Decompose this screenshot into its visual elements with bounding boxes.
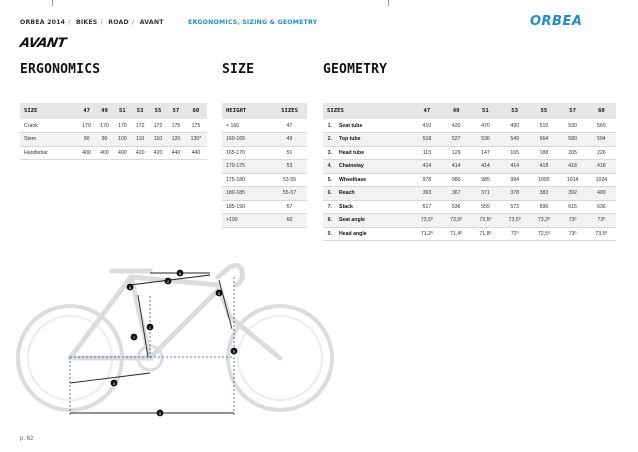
table-cell: 555 [471, 200, 500, 214]
table-cell: 73,5º [587, 227, 616, 241]
row-label: Reach [335, 187, 412, 201]
table-cell: 130* [185, 133, 207, 147]
row-label: Head angle [335, 227, 412, 241]
table-row [222, 187, 307, 201]
table-cell: 165 [500, 146, 529, 160]
height-cell: 165-170 [222, 146, 272, 160]
row-label: Seat tube [335, 119, 412, 133]
table-cell: 470 [471, 119, 500, 133]
height-cell: 170-175 [222, 160, 272, 174]
table-cell: 129 [442, 146, 471, 160]
column-header: 57 [167, 103, 185, 119]
row-label: Stem [20, 133, 78, 147]
size-title: SIZE [222, 62, 255, 77]
table-cell: 73º [559, 227, 587, 241]
size-cell: 49 [272, 133, 307, 147]
table-row [323, 133, 616, 147]
breadcrumb-item[interactable]: AVANT [139, 19, 164, 26]
table-row [222, 200, 307, 214]
column-header: 60 [185, 103, 207, 119]
table-cell: 383 [529, 187, 558, 201]
table-cell: 73,5º [412, 214, 441, 228]
table-cell: 418 [587, 160, 616, 174]
table-row [323, 146, 616, 160]
row-number: 5. [323, 173, 335, 187]
row-label: Top tube [335, 133, 412, 147]
table-cell: 980 [442, 173, 471, 187]
table-cell: 414 [412, 160, 441, 174]
table-cell: 418 [559, 160, 587, 174]
column-header: SIZE [20, 103, 78, 119]
table-cell: 72,5º [529, 227, 558, 241]
table-cell: 73º [587, 214, 616, 228]
table-cell: 530 [559, 119, 587, 133]
table-row [222, 146, 307, 160]
table-cell: 120 [167, 133, 185, 147]
table-cell: 400 [113, 146, 131, 160]
table-row [323, 119, 616, 133]
size-cell: 53 [272, 160, 307, 174]
row-label: Stack [335, 200, 412, 214]
row-label: Crank [20, 119, 78, 133]
table-cell: 440 [185, 146, 207, 160]
marker-8 [127, 284, 134, 291]
column-header: 53 [131, 103, 149, 119]
table-row [222, 214, 307, 228]
column-header: HEIGHT [222, 103, 272, 119]
page-number: p. 62 [20, 436, 34, 442]
height-cell: < 160 [222, 119, 272, 133]
row-label: Handlebar [20, 146, 78, 160]
column-header: 57 [559, 103, 587, 119]
table-cell: 594 [587, 133, 616, 147]
table-cell: 400 [587, 187, 616, 201]
svg-text:4: 4 [112, 381, 116, 386]
table-cell: 90 [96, 133, 114, 147]
table-cell: 636 [587, 200, 616, 214]
table-cell: 147 [471, 146, 500, 160]
table-cell: 73,2º [529, 214, 558, 228]
table-cell: 615 [559, 200, 587, 214]
table-cell: 418 [529, 160, 558, 174]
table-cell: 573 [500, 200, 529, 214]
column-header: 55 [529, 103, 558, 119]
geometry-title: GEOMETRY [323, 62, 388, 77]
table-cell: 994 [500, 173, 529, 187]
table-cell: 367 [442, 187, 471, 201]
table-cell: 549 [500, 133, 529, 147]
table-row [323, 187, 616, 201]
svg-text:2: 2 [166, 279, 170, 284]
row-number: 8. [323, 214, 335, 228]
table-row [222, 160, 307, 174]
table-cell: 517 [412, 200, 441, 214]
marker-9 [231, 348, 238, 355]
section-label: ERGONOMICS, SIZING & GEOMETRY [188, 19, 318, 26]
table-cell: 73,5º [471, 214, 500, 228]
size-cell: 57 [272, 200, 307, 214]
table-cell: 172 [131, 119, 149, 133]
model-logo: AVANT [18, 36, 67, 51]
table-cell: 175 [167, 119, 185, 133]
table-cell: 110 [131, 133, 149, 147]
table-cell: 371 [471, 187, 500, 201]
row-label: Chainstay [335, 160, 412, 174]
row-label: Wheelbase [335, 173, 412, 187]
height-cell: 160-165 [222, 133, 272, 147]
table-cell: 73,5º [500, 214, 529, 228]
table-cell: 414 [471, 160, 500, 174]
table-cell: 978 [412, 173, 441, 187]
column-header: 51 [471, 103, 500, 119]
row-label: Head tube [335, 146, 412, 160]
column-header: 53 [500, 103, 529, 119]
table-cell: 560 [587, 119, 616, 133]
table-cell: 71,2º [412, 227, 441, 241]
table-cell: 1014 [559, 173, 587, 187]
table-cell: 564 [529, 133, 558, 147]
table-cell: 400 [96, 146, 114, 160]
column-header: 47 [78, 103, 96, 119]
marker-4 [111, 380, 118, 387]
table-cell: 170 [78, 119, 96, 133]
table-cell: 1005 [529, 173, 558, 187]
table-cell: 490 [500, 119, 529, 133]
bike-silhouette [18, 266, 332, 410]
table-cell: 205 [559, 146, 587, 160]
table-row [20, 146, 207, 160]
svg-text:5: 5 [158, 411, 162, 416]
table-cell: 596 [529, 200, 558, 214]
marker-5 [157, 410, 164, 417]
svg-text:1: 1 [148, 325, 152, 330]
table-cell: 518 [412, 133, 441, 147]
svg-text:8: 8 [128, 285, 132, 290]
table-row [222, 133, 307, 147]
breadcrumb: ORBEA 2014 / BIKES / ROAD / AVANT ERGONOMICS, SIZING & GEOMETRY [20, 19, 318, 26]
table-cell: 1024 [587, 173, 616, 187]
column-header: SIZES [272, 103, 307, 119]
size-cell: 53-55 [272, 173, 307, 187]
row-number: 9. [323, 227, 335, 241]
table-cell: 71,8º [471, 227, 500, 241]
table-cell: 410 [412, 119, 441, 133]
size-cell: 60 [272, 214, 307, 228]
svg-text:9: 9 [232, 349, 236, 354]
table-cell: 536 [442, 200, 471, 214]
svg-text:6: 6 [178, 271, 182, 276]
breadcrumb-item[interactable]: BIKES [75, 19, 98, 26]
table-cell: 420 [149, 146, 167, 160]
marker-7 [131, 334, 138, 341]
ergonomics-title: ERGONOMICS [20, 62, 101, 77]
top-tick [388, 0, 389, 6]
table-cell: 527 [442, 133, 471, 147]
table-cell: 420 [442, 119, 471, 133]
table-cell: 378 [500, 187, 529, 201]
table-cell: 420 [131, 146, 149, 160]
table-cell: 392 [559, 187, 587, 201]
row-number: 1. [323, 119, 335, 133]
table-cell: 985 [471, 173, 500, 187]
top-tick [52, 0, 53, 6]
table-cell: 175 [185, 119, 207, 133]
table-cell: 170 [96, 119, 114, 133]
table-row [323, 214, 616, 228]
ergonomics-table [20, 103, 207, 160]
table-cell: 110 [149, 133, 167, 147]
svg-text:7: 7 [132, 335, 136, 340]
table-cell: 188 [529, 146, 558, 160]
table-cell: 400 [78, 146, 96, 160]
size-cell: 47 [272, 119, 307, 133]
row-number: 2. [323, 133, 335, 147]
table-row [20, 133, 207, 147]
svg-text:3: 3 [217, 291, 221, 296]
size-cell: 51 [272, 146, 307, 160]
table-cell: 414 [500, 160, 529, 174]
column-header: 47 [412, 103, 441, 119]
table-cell: 90 [78, 133, 96, 147]
table-cell: 172 [149, 119, 167, 133]
table-row [20, 119, 207, 133]
brand-logo: ORBEA [530, 14, 583, 29]
column-header: 55 [149, 103, 167, 119]
column-header: SIZES [323, 103, 412, 119]
table-cell: 440 [167, 146, 185, 160]
marker-1 [147, 324, 154, 331]
table-row [323, 173, 616, 187]
table-cell: 536 [471, 133, 500, 147]
bike-geometry-diagram [0, 255, 638, 435]
table-cell: 113 [412, 146, 441, 160]
column-header: 60 [587, 103, 616, 119]
row-number: 4. [323, 160, 335, 174]
height-cell: >190 [222, 214, 272, 228]
height-cell: 185-190 [222, 200, 272, 214]
breadcrumb-item[interactable]: ORBEA 2014 [20, 19, 66, 26]
table-cell: 72º [500, 227, 529, 241]
size-table [222, 103, 307, 228]
geometry-table [323, 103, 616, 241]
table-row [222, 173, 307, 187]
row-number: 6. [323, 187, 335, 201]
breadcrumb-item[interactable]: ROAD [108, 19, 129, 26]
height-cell: 180-185 [222, 187, 272, 201]
table-row [222, 119, 307, 133]
column-header: 49 [96, 103, 114, 119]
table-cell: 510 [529, 119, 558, 133]
column-header: 49 [442, 103, 471, 119]
column-header: 51 [113, 103, 131, 119]
table-row [323, 200, 616, 214]
marker-2 [165, 278, 172, 285]
marker-3 [216, 290, 223, 297]
table-cell: 73,5º [442, 214, 471, 228]
table-cell: 170 [113, 119, 131, 133]
height-cell: 175-180 [222, 173, 272, 187]
size-cell: 55-57 [272, 187, 307, 201]
table-cell: 100 [113, 133, 131, 147]
marker-6 [177, 270, 184, 277]
table-cell: 414 [442, 160, 471, 174]
table-cell: 363 [412, 187, 441, 201]
row-number: 3. [323, 146, 335, 160]
row-number: 7. [323, 200, 335, 214]
table-cell: 580 [559, 133, 587, 147]
table-cell: 71,4º [442, 227, 471, 241]
table-row [323, 160, 616, 174]
row-label: Seat angle [335, 214, 412, 228]
table-row [323, 227, 616, 241]
table-cell: 73º [559, 214, 587, 228]
table-cell: 226 [587, 146, 616, 160]
